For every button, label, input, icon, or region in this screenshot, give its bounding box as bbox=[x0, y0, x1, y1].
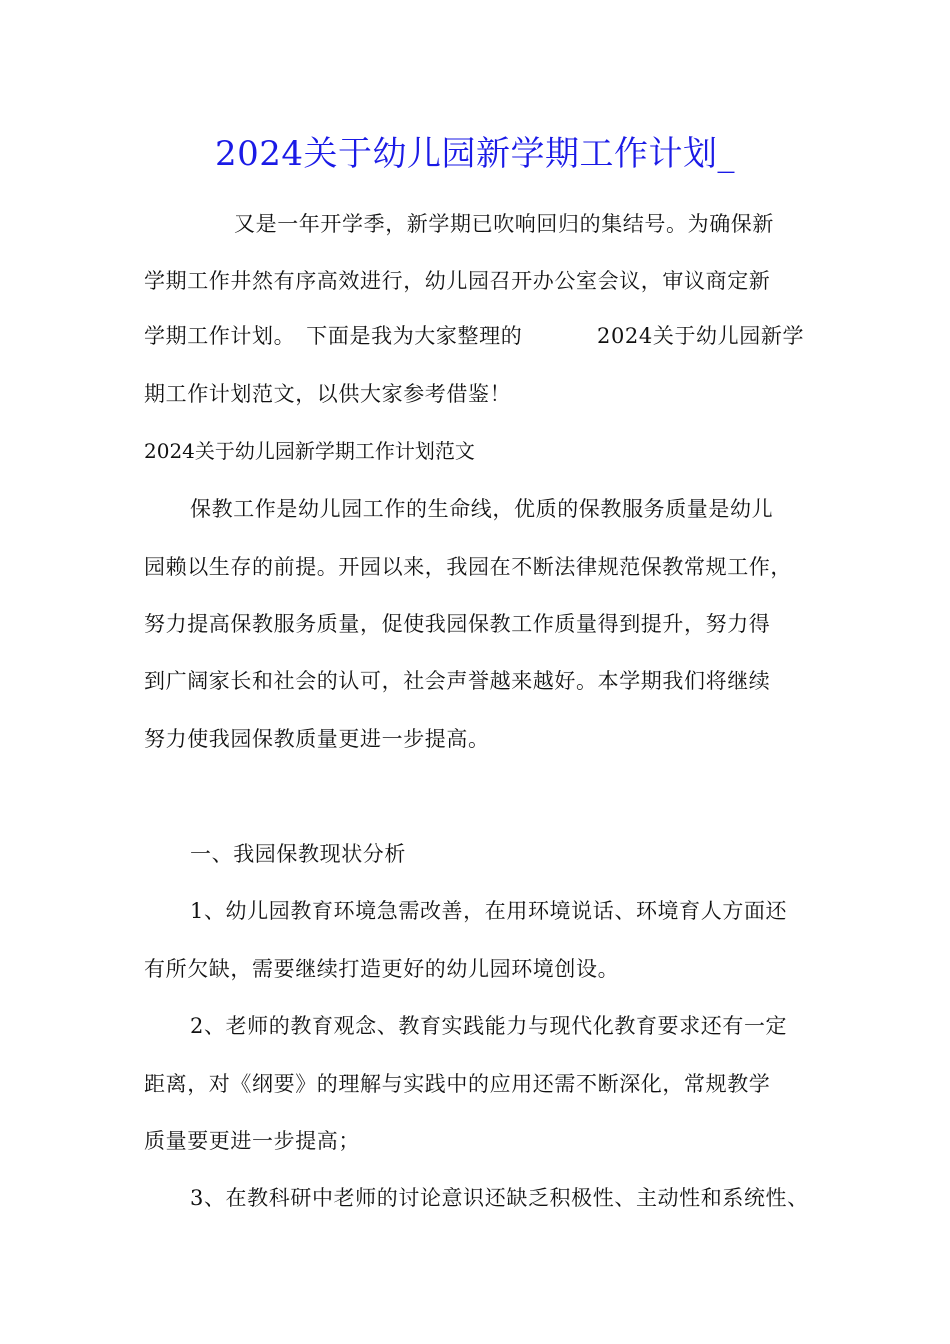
item2-line-3: 质量要更进一步提高； bbox=[144, 1129, 360, 1153]
intro-line-4: 期工作计划范文，以供大家参考借鉴！ bbox=[144, 382, 512, 406]
intro-line-3b: 2024关于幼儿园新学 bbox=[597, 324, 805, 348]
paragraph1-line-1: 保教工作是幼儿园工作的生命线，优质的保教服务质量是幼儿 bbox=[190, 497, 774, 521]
paragraph1-line-5: 努力使我园保教质量更进一步提高。 bbox=[144, 727, 490, 751]
intro-line-3a: 学期工作计划。 下面是我为大家整理的 bbox=[144, 324, 523, 348]
paragraph1-line-3: 努力提高保教服务质量，促使我园保教工作质量得到提升，努力得 bbox=[144, 612, 771, 636]
paragraph1-line-4: 到广阔家长和社会的认可，社会声誉越来越好。本学期我们将继续 bbox=[144, 669, 771, 693]
item1-line-2: 有所欠缺，需要继续打造更好的幼儿园环境创设。 bbox=[144, 957, 620, 981]
paragraph1-line-2: 园赖以生存的前提。开园以来，我园在不断法律规范保教常规工作， bbox=[144, 555, 792, 579]
item1-line-1: 1、幼儿园教育环境急需改善，在用环境说话、环境育人方面还 bbox=[190, 899, 788, 923]
intro-line-2: 学期工作井然有序高效进行，幼儿园召开办公室会议，审议商定新 bbox=[144, 269, 771, 293]
item2-line-1: 2、老师的教育观念、教育实践能力与现代化教育要求还有一定 bbox=[190, 1014, 788, 1038]
section1-heading: 一、我园保教现状分析 bbox=[190, 842, 406, 866]
document-title: 2024关于幼儿园新学期工作计划_ bbox=[214, 134, 736, 174]
item3-line-1: 3、在教科研中老师的讨论意识还缺乏积极性、主动性和系统性、 bbox=[190, 1186, 809, 1210]
intro-line-1: 又是一年开学季，新学期已吹响回归的集结号。为确保新 bbox=[234, 212, 774, 236]
article-subtitle: 2024关于幼儿园新学期工作计划范文 bbox=[144, 439, 475, 463]
item2-line-2: 距离，对《纲要》的理解与实践中的应用还需不断深化，常规教学 bbox=[144, 1072, 771, 1096]
